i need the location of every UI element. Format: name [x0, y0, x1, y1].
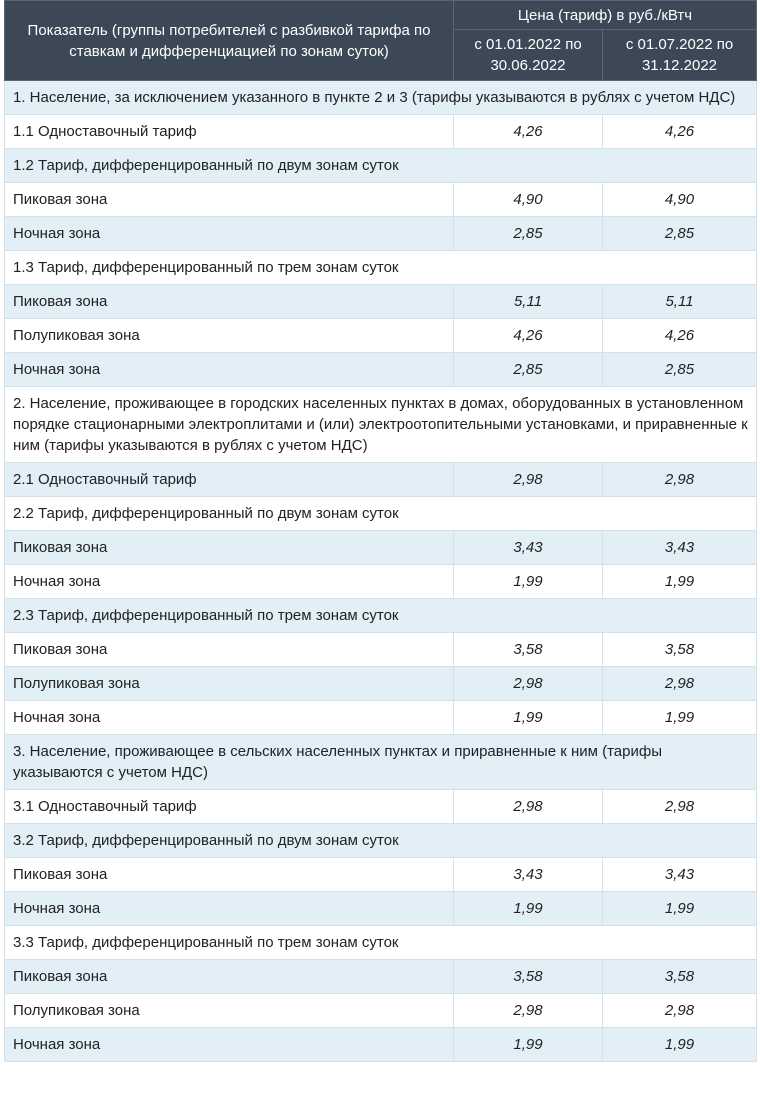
- table-row: [5, 599, 757, 633]
- table-row: [5, 217, 757, 251]
- indicator-header: Показатель (группы потребителей с разбивкой тарифа по ставкам и дифференциацией по зонам суток): [5, 1, 454, 81]
- price-period2: 1,99: [603, 1028, 757, 1062]
- table-row: [5, 960, 757, 994]
- price-period1: 3,43: [454, 858, 603, 892]
- price-period2: 3,43: [603, 858, 757, 892]
- table-row: [5, 858, 757, 892]
- price-period2: 2,98: [603, 463, 757, 497]
- price-period1: 1,99: [454, 701, 603, 735]
- section-label: 3. Население, проживающее в сельских населенных пунктах и приравненные к ним (тарифы указываются с учетом НДС): [5, 735, 757, 790]
- price-period1: 1,99: [454, 1028, 603, 1062]
- row-label: Полупиковая зона: [5, 319, 454, 353]
- table-row: [5, 497, 757, 531]
- table-row: [5, 251, 757, 285]
- row-label: 2.1 Одноставочный тариф: [5, 463, 454, 497]
- table-row: [5, 565, 757, 599]
- table-row: [5, 387, 757, 463]
- table-row: [5, 353, 757, 387]
- price-period2: 5,11: [603, 285, 757, 319]
- price-period1: 2,98: [454, 994, 603, 1028]
- section-label: 1.3 Тариф, дифференцированный по трем зонам суток: [5, 251, 757, 285]
- price-period2: 3,43: [603, 531, 757, 565]
- tariff-table: [4, 0, 757, 1062]
- section-label: 1.2 Тариф, дифференцированный по двум зонам суток: [5, 149, 757, 183]
- price-period1: 3,58: [454, 633, 603, 667]
- section-label: 1. Население, за исключением указанного в пункте 2 и 3 (тарифы указываются в рублях с учетом НДС): [5, 81, 757, 115]
- price-period2: 2,98: [603, 790, 757, 824]
- table-row: [5, 667, 757, 701]
- row-label: 1.1 Одноставочный тариф: [5, 115, 454, 149]
- row-label: Пиковая зона: [5, 633, 454, 667]
- price-period2: 3,58: [603, 633, 757, 667]
- period1-header: с 01.01.2022 по 30.06.2022: [454, 30, 603, 81]
- row-label: Пиковая зона: [5, 960, 454, 994]
- row-label: Пиковая зона: [5, 183, 454, 217]
- row-label: Ночная зона: [5, 353, 454, 387]
- price-period1: 2,98: [454, 463, 603, 497]
- price-period2: 3,58: [603, 960, 757, 994]
- table-row: [5, 892, 757, 926]
- price-period1: 1,99: [454, 565, 603, 599]
- row-label: Пиковая зона: [5, 285, 454, 319]
- table-row: [5, 183, 757, 217]
- price-period2: 1,99: [603, 701, 757, 735]
- row-label: Полупиковая зона: [5, 994, 454, 1028]
- price-period1: 2,85: [454, 217, 603, 251]
- price-period2: 4,26: [603, 319, 757, 353]
- price-period2: 2,98: [603, 667, 757, 701]
- row-label: Пиковая зона: [5, 531, 454, 565]
- price-period1: 1,99: [454, 892, 603, 926]
- row-label: Ночная зона: [5, 1028, 454, 1062]
- table-row: [5, 735, 757, 790]
- table-body: [5, 81, 757, 1062]
- price-period2: 2,98: [603, 994, 757, 1028]
- table-row: [5, 926, 757, 960]
- price-period1: 3,58: [454, 960, 603, 994]
- table-row: [5, 285, 757, 319]
- table-row: [5, 790, 757, 824]
- row-label: Полупиковая зона: [5, 667, 454, 701]
- table-row: [5, 701, 757, 735]
- table-row: [5, 149, 757, 183]
- table-row: [5, 824, 757, 858]
- price-period1: 4,26: [454, 115, 603, 149]
- table-row: [5, 1028, 757, 1062]
- row-label: Ночная зона: [5, 217, 454, 251]
- price-period1: 3,43: [454, 531, 603, 565]
- table-row: [5, 531, 757, 565]
- price-period2: 1,99: [603, 892, 757, 926]
- price-period1: 5,11: [454, 285, 603, 319]
- section-label: 2.3 Тариф, дифференцированный по трем зонам суток: [5, 599, 757, 633]
- price-period2: 4,26: [603, 115, 757, 149]
- row-label: Пиковая зона: [5, 858, 454, 892]
- table-row: [5, 633, 757, 667]
- section-label: 3.3 Тариф, дифференцированный по трем зонам суток: [5, 926, 757, 960]
- price-period1: 4,90: [454, 183, 603, 217]
- price-period2: 2,85: [603, 217, 757, 251]
- section-label: 2. Население, проживающее в городских населенных пунктах в домах, оборудованных в установленном порядке стационарными электроплитами и (или) электроотопительными установками, и приравненные к ним (тарифы указываются в рублях с учетом НДС): [5, 387, 757, 463]
- table-row: [5, 115, 757, 149]
- price-period2: 1,99: [603, 565, 757, 599]
- row-label: Ночная зона: [5, 892, 454, 926]
- row-label: Ночная зона: [5, 701, 454, 735]
- price-period1: 2,98: [454, 667, 603, 701]
- table-row: [5, 994, 757, 1028]
- row-label: Ночная зона: [5, 565, 454, 599]
- price-period1: 2,98: [454, 790, 603, 824]
- table-row: [5, 463, 757, 497]
- table-row: [5, 81, 757, 115]
- price-period2: 2,85: [603, 353, 757, 387]
- table-row: [5, 319, 757, 353]
- period2-header: с 01.07.2022 по 31.12.2022: [603, 30, 757, 81]
- price-header: Цена (тариф) в руб./кВтч: [454, 1, 757, 30]
- price-period1: 2,85: [454, 353, 603, 387]
- section-label: 3.2 Тариф, дифференцированный по двум зонам суток: [5, 824, 757, 858]
- price-period1: 4,26: [454, 319, 603, 353]
- section-label: 2.2 Тариф, дифференцированный по двум зонам суток: [5, 497, 757, 531]
- price-period2: 4,90: [603, 183, 757, 217]
- row-label: 3.1 Одноставочный тариф: [5, 790, 454, 824]
